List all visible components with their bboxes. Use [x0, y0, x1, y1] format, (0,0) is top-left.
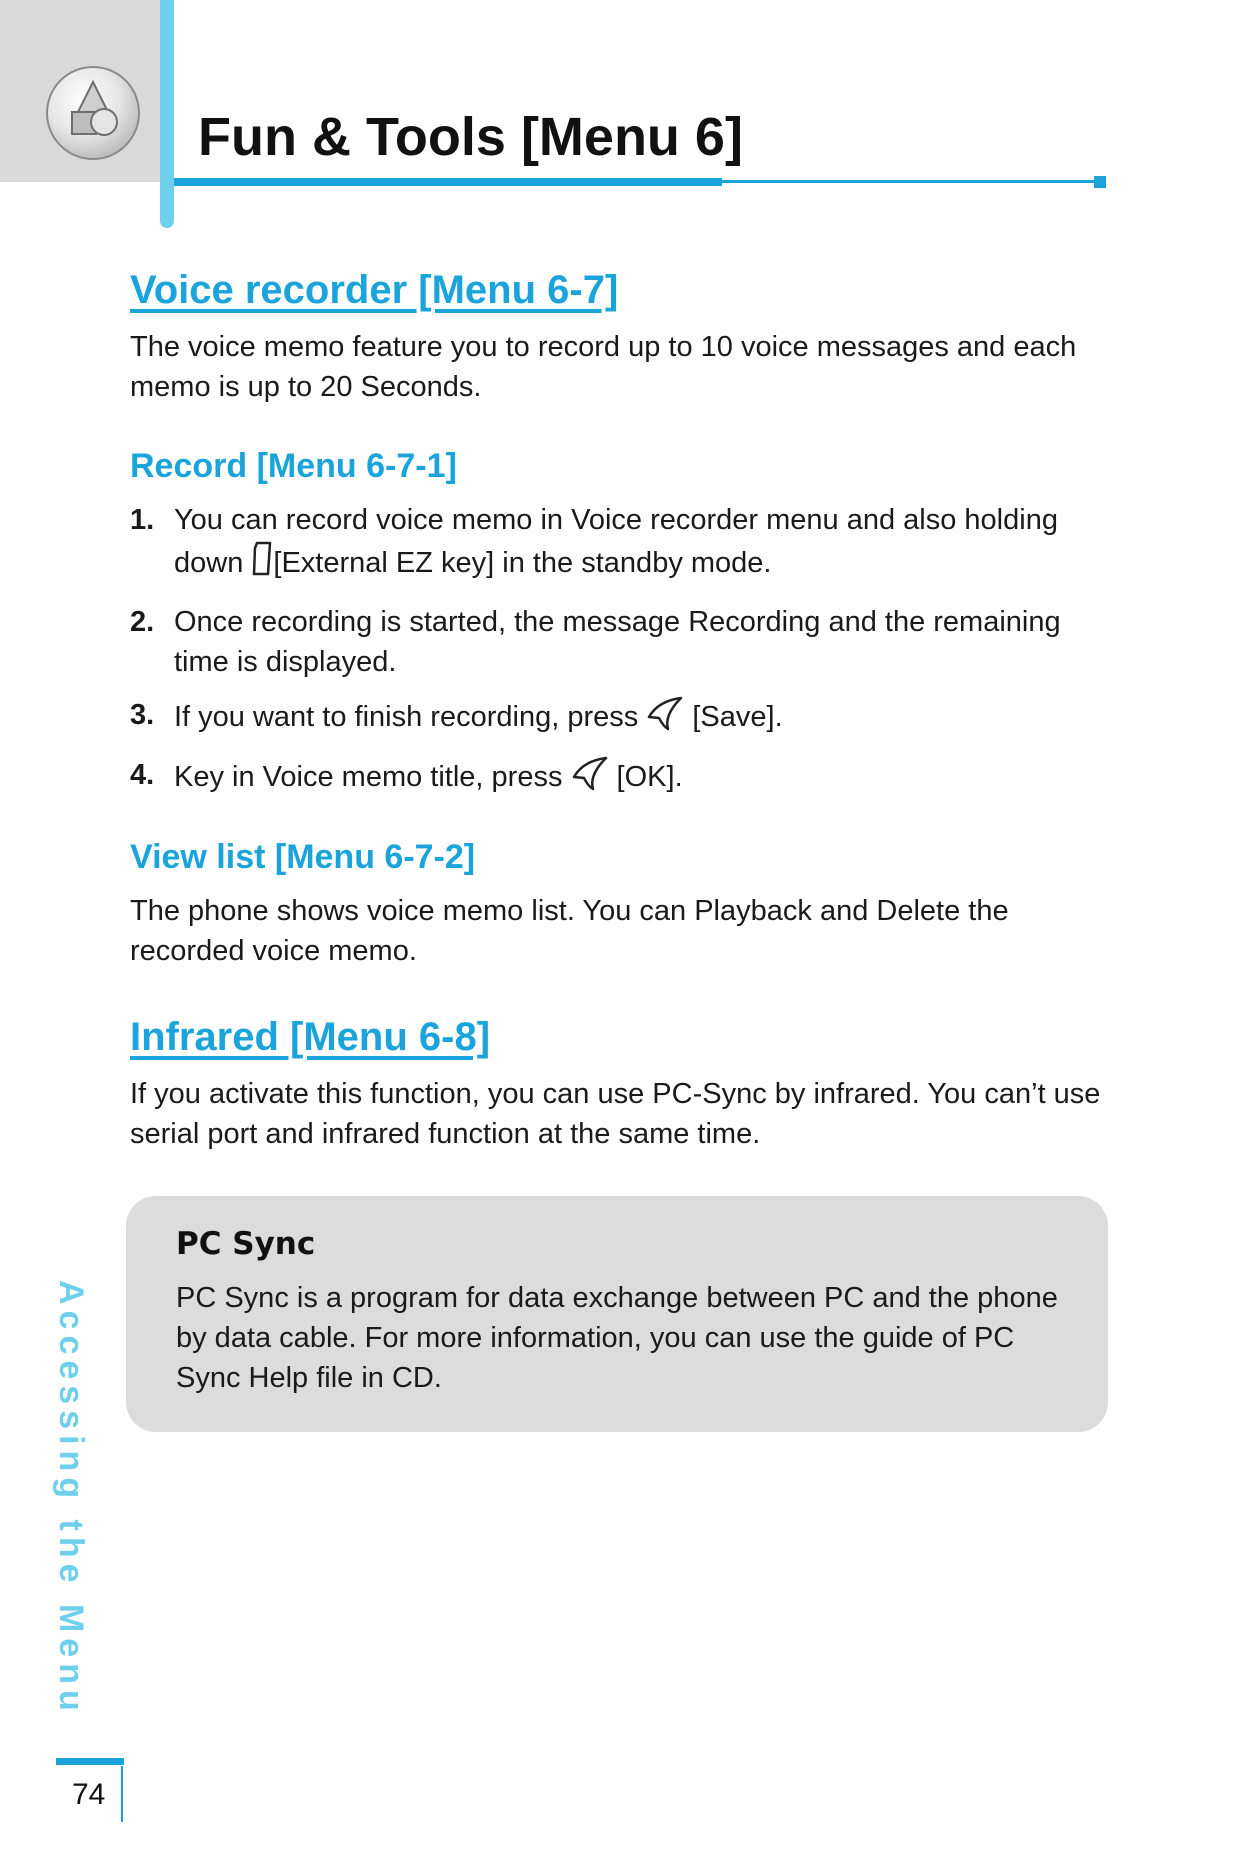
- step-number: 4.: [130, 759, 155, 791]
- step-text: Key in Voice memo title, press: [174, 761, 571, 794]
- step-text: If you want to finish recording, press: [174, 701, 647, 734]
- view-list-text: The phone shows voice memo list. You can Playback and Delete the recorded voice memo.: [130, 895, 1009, 967]
- step-text: Once recording is started, the message Recording and the remaining time is displayed.: [174, 606, 1061, 678]
- note-title: PC Sync: [176, 1226, 316, 1262]
- voice-recorder-intro: The voice memo feature you to record up to 10 voice messages and each memo is up to 20 Seconds.: [130, 331, 1077, 403]
- page-number-rule: [56, 1758, 124, 1765]
- step-number: 2.: [130, 606, 155, 638]
- header-vertical-bar: [160, 0, 174, 228]
- list-item: [130, 755, 1110, 802]
- left-soft-key-icon: [646, 695, 684, 742]
- record-steps-list: [130, 500, 1110, 802]
- side-section-label: Accessing the Menu: [52, 1280, 90, 1717]
- list-item: [130, 500, 1110, 589]
- title-rule-end-square: [1094, 176, 1106, 188]
- list-item: [130, 695, 1110, 742]
- list-item: [130, 602, 1110, 682]
- step-text: You can record voice memo in Voice recorder menu and also holding down: [174, 504, 1058, 580]
- view-list-heading: View list [Menu 6-7-2]: [130, 838, 476, 876]
- step-number: 3.: [130, 699, 155, 731]
- pc-sync-note-box: [126, 1196, 1108, 1432]
- step-text-tail: [OK].: [608, 761, 683, 794]
- step-number: 1.: [130, 504, 155, 536]
- left-soft-key-icon: [571, 755, 609, 802]
- fun-tools-logo-icon: [46, 66, 140, 160]
- infrared-text: If you activate this function, you can use PC-Sync by infrared. You can’t use serial port and infrared function at the same time.: [130, 1078, 1101, 1150]
- page-title: Fun & Tools [Menu 6]: [198, 107, 743, 167]
- title-rule-extension: [722, 180, 1096, 183]
- step-text-tail: [External EZ key] in the standby mode.: [273, 547, 772, 580]
- infrared-heading: Infrared [Menu 6-8]: [130, 1015, 491, 1059]
- title-underline: [174, 178, 722, 186]
- page-number-vertical-rule: [121, 1766, 123, 1822]
- step-text-tail: [Save].: [684, 701, 783, 734]
- page-number: 74: [72, 1778, 106, 1811]
- note-text: PC Sync is a program for data exchange between PC and the phone by data cable. For more information, you can use the guide of PC Sync Help file in CD.: [176, 1282, 1058, 1394]
- voice-recorder-heading: Voice recorder [Menu 6-7]: [130, 268, 619, 312]
- main-content: [130, 268, 1110, 1154]
- record-heading: Record [Menu 6-7-1]: [130, 447, 457, 485]
- external-ez-key-icon: [251, 540, 273, 589]
